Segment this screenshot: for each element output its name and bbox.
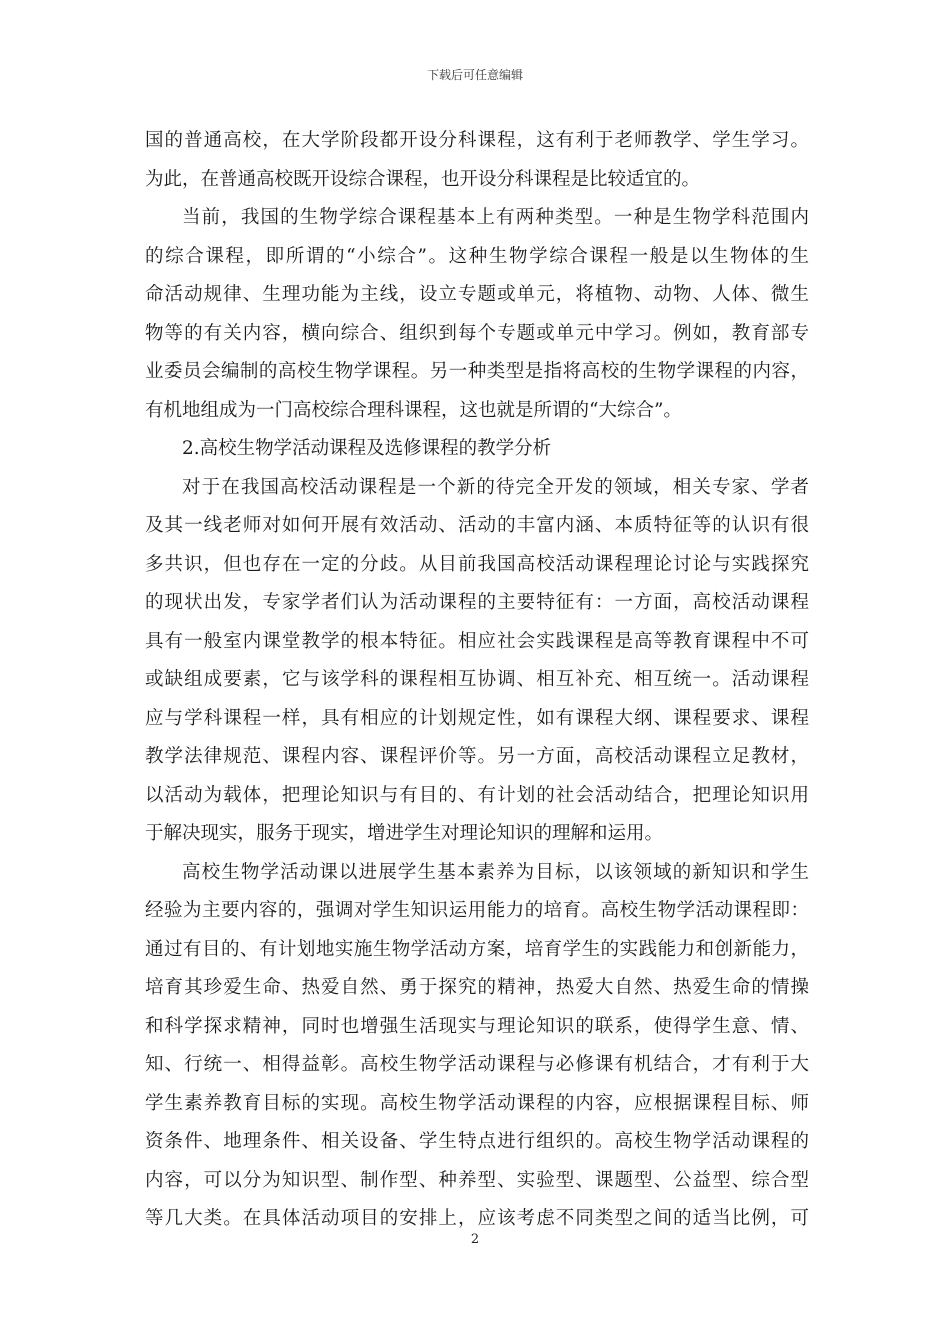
text-line: 有机地组成为一门高校综合理科课程，这也就是所谓的“大综合”。 bbox=[145, 399, 682, 421]
text-line: 多共识，但也存在一定的分歧。从目前我国高校活动课程理论讨论与实践探究 bbox=[145, 553, 809, 575]
text-line: 具有一般室内课堂教学的根本特征。相应社会实践课程是高等教育课程中不可 bbox=[145, 630, 809, 652]
text-line: 经验为主要内容的，强调对学生知识运用能力的培育。高校生物学活动课程即： bbox=[145, 900, 809, 921]
text-line: 高校生物学活动课以进展学生基本素养为目标，以该领域的新知识和学生 bbox=[182, 861, 809, 883]
text-line: 命活动规律、生理功能为主线，设立专题或单元，将植物、动物、人体、微生 bbox=[145, 284, 809, 305]
text-line: 知、行统一、相得益彰。高校生物学活动课程与必修课有机结合，才有利于大 bbox=[145, 1054, 809, 1075]
section-heading: 2.高校生物学活动课程及选修课程的教学分析 bbox=[182, 438, 552, 459]
text-line: 内容，可以分为知识型、制作型、种养型、实验型、课题型、公益型、综合型 bbox=[145, 1169, 809, 1191]
text-line: 当前，我国的生物学综合课程基本上有两种类型。一种是生物学科范围内 bbox=[182, 207, 809, 228]
text-line: 和科学探求精神，同时也增强生活现实与理论知识的联系，使得学生意、情、 bbox=[145, 1015, 809, 1037]
text-line: 物等的有关内容，横向综合、组织到每个专题或单元中学习。例如，教育部专 bbox=[145, 322, 809, 344]
text-line: 应与学科课程一样，具有相应的计划规定性，如有课程大纲、课程要求、课程 bbox=[145, 707, 809, 729]
text-line: 及其一线老师对如何开展有效活动、活动的丰富内涵、本质特征等的认识有很 bbox=[145, 515, 809, 536]
text-line: 培育其珍爱生命、热爱自然、勇于探究的精神，热爱大自然、热爱生命的情操 bbox=[145, 977, 809, 998]
text-line: 以活动为载体，把理论知识与有目的、有计划的社会活动结合，把理论知识用 bbox=[145, 784, 809, 806]
page-header: 下载后可任意编辑 bbox=[426, 68, 523, 82]
text-line: 对于在我国高校活动课程是一个新的待完全开发的领域，相关专家、学者 bbox=[182, 476, 809, 498]
page-number: 2 bbox=[470, 1232, 480, 1247]
text-line: 教学法律规范、课程内容、课程评价等。另一方面，高校活动课程立足教材， bbox=[145, 746, 809, 767]
document-body bbox=[145, 122, 809, 1239]
text-line: 于解决现实，服务于现实，增进学生对理论知识的理解和运用。 bbox=[145, 823, 664, 844]
text-line: 等几大类。在具体活动项目的安排上，应该考虑不同类型之间的适当比例，可 bbox=[145, 1208, 809, 1229]
text-line: 的综合课程，即所谓的“小综合”。这种生物学综合课程一般是以生物体的生 bbox=[145, 245, 809, 267]
text-line: 为此，在普通高校既开设综合课程，也开设分科课程是比较适宜的。 bbox=[145, 168, 701, 190]
text-line: 通过有目的、有计划地实施生物学活动方案，培育学生的实践能力和创新能力， bbox=[145, 938, 809, 960]
text-line: 业委员会编制的高校生物学课程。另一种类型是指将高校的生物学课程的内容， bbox=[145, 361, 809, 382]
text-line: 资条件、地理条件、相关设备、学生特点进行组织的。高校生物学活动课程的 bbox=[145, 1131, 809, 1152]
text-line: 国的普通高校，在大学阶段都开设分科课程，这有利于老师教学、学生学习。 bbox=[145, 130, 809, 151]
text-line: 的现状出发，专家学者们认为活动课程的主要特征有：一方面，高校活动课程 bbox=[145, 592, 809, 613]
text-line: 学生素养教育目标的实现。高校生物学活动课程的内容，应根据课程目标、师 bbox=[145, 1092, 809, 1114]
text-line: 或缺组成要素，它与该学科的课程相互协调、相互补充、相互统一。活动课程 bbox=[145, 669, 809, 690]
